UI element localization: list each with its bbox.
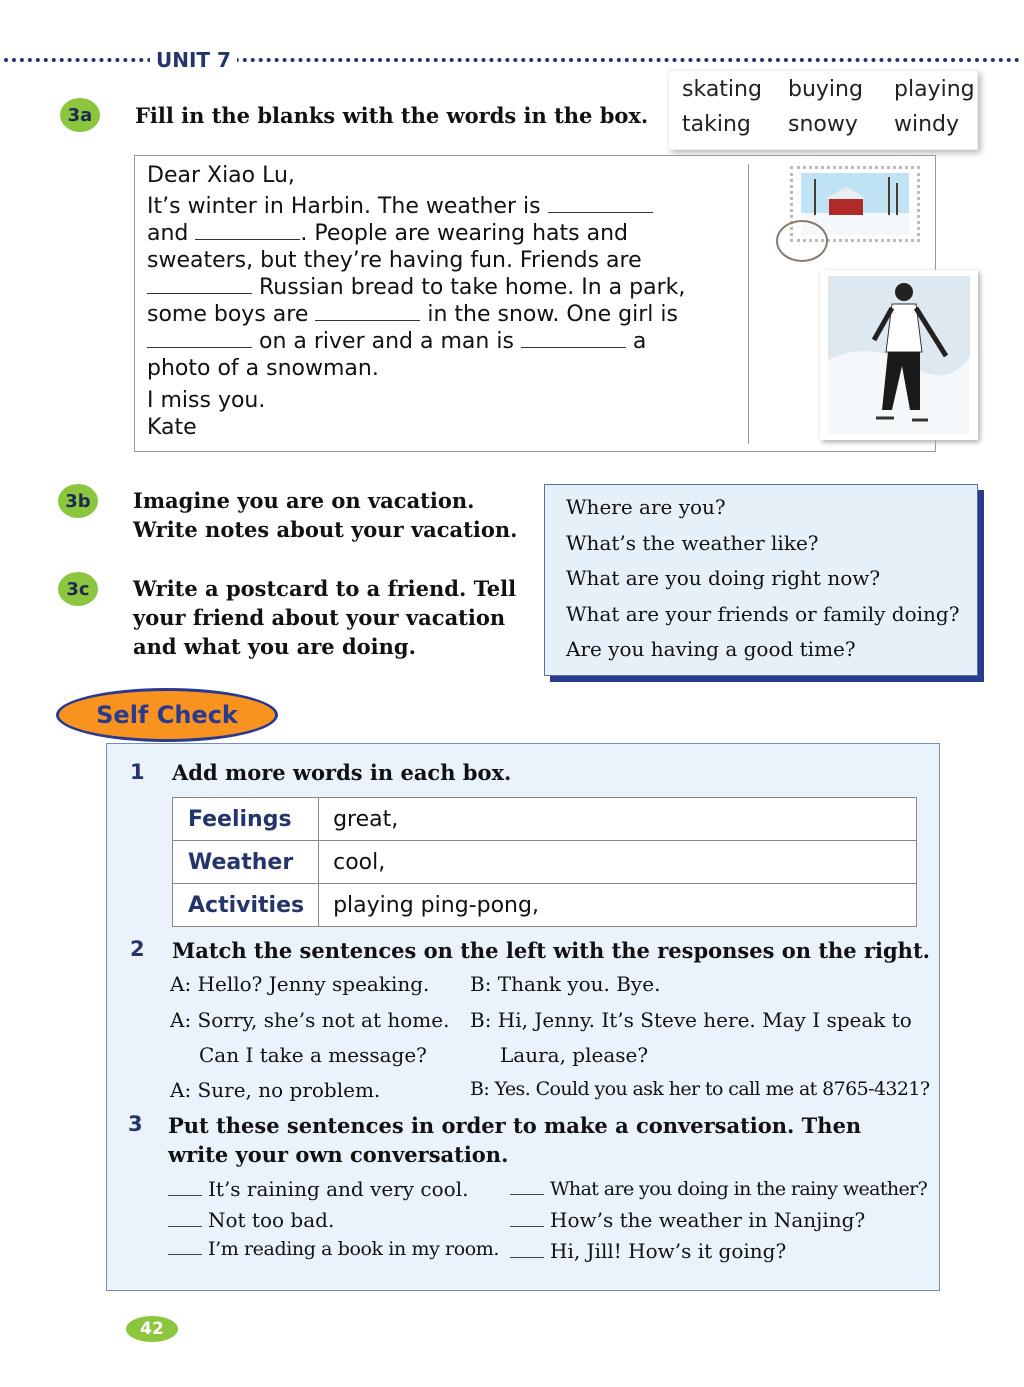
skater-photo xyxy=(820,270,978,440)
order-blank[interactable] xyxy=(168,1181,202,1196)
question: What are you doing right now? xyxy=(566,566,881,590)
postcard-divider xyxy=(748,164,749,444)
letter-line: . People are wearing hats and xyxy=(300,221,628,246)
question-number: 3 xyxy=(128,1112,143,1136)
speaker-label: A: xyxy=(170,1078,192,1102)
instruction-line: Put these sentences in order to make a conversation. Then xyxy=(168,1113,862,1138)
letter-signature: Kate xyxy=(147,415,197,440)
row-header: Feelings xyxy=(173,798,319,841)
postcard-letter xyxy=(147,162,742,441)
table-row xyxy=(173,841,917,884)
self-check-title: Self Check xyxy=(56,688,278,742)
letter-line: It’s winter in Harbin. The weather is xyxy=(147,194,541,219)
blank-4[interactable] xyxy=(315,302,420,321)
table-row xyxy=(173,884,917,927)
word-table xyxy=(172,797,917,927)
row-value[interactable]: playing ping-pong, xyxy=(319,884,917,927)
speaker-label: B: xyxy=(470,1008,492,1032)
order-blank[interactable] xyxy=(168,1212,202,1227)
unit-title: UNIT 7 xyxy=(150,48,237,72)
table-row xyxy=(173,798,917,841)
instruction-line: Write a postcard to a friend. Tell xyxy=(133,576,517,601)
blank-5[interactable] xyxy=(147,329,252,348)
question: What’s the weather like? xyxy=(566,530,819,555)
letter-closing: I miss you. xyxy=(147,388,266,413)
letter-line: a xyxy=(632,329,647,354)
dialog-text: Hello? Jenny speaking. xyxy=(197,972,430,996)
dialog-text: Hi, Jenny. It’s Steve here. May I speak to xyxy=(497,1008,912,1032)
instruction-line: Imagine you are on vacation. xyxy=(133,488,475,513)
row-value[interactable]: great, xyxy=(319,798,917,841)
order-blank[interactable] xyxy=(510,1180,544,1195)
word-box-item: playing xyxy=(894,77,975,102)
order-item xyxy=(168,1208,334,1232)
letter-line: sweaters, but they’re having fun. Friends are xyxy=(147,248,642,273)
dialog-text: Thank you. Bye. xyxy=(497,972,661,996)
letter-line: photo of a snowman. xyxy=(147,356,379,381)
dialog-right xyxy=(470,972,660,996)
row-value[interactable]: cool, xyxy=(319,841,917,884)
row-header: Weather xyxy=(173,841,319,884)
dialog-left xyxy=(170,1008,449,1032)
dialog-right-cont: Laura, please? xyxy=(500,1043,649,1067)
instruction-3a: Fill in the blanks with the words in the box. xyxy=(135,103,649,128)
skater-image xyxy=(820,270,978,440)
question-number: 2 xyxy=(130,937,145,961)
dialog-left xyxy=(170,1078,380,1102)
instruction-q3 xyxy=(168,1111,861,1169)
dialog-left xyxy=(170,972,429,996)
word-box-item: taking xyxy=(682,112,751,137)
question-number: 1 xyxy=(130,760,145,784)
page-number: 42 xyxy=(126,1316,178,1342)
instruction-q2: Match the sentences on the left with the responses on the right. xyxy=(172,938,930,963)
speaker-label: B: xyxy=(470,1078,490,1100)
letter-line: and xyxy=(147,221,189,246)
order-item xyxy=(510,1208,865,1232)
dialog-right xyxy=(470,1078,929,1100)
speaker-label: A: xyxy=(170,1008,192,1032)
row-header: Activities xyxy=(173,884,319,927)
instruction-line: write your own conversation. xyxy=(168,1142,509,1167)
instruction-line: and what you are doing. xyxy=(133,634,416,659)
speaker-label: A: xyxy=(170,972,192,996)
word-box-item: snowy xyxy=(788,112,858,137)
section-badge-3a: 3a xyxy=(60,98,100,132)
blank-3[interactable] xyxy=(147,275,252,294)
order-item xyxy=(168,1177,468,1201)
letter-line: on a river and a man is xyxy=(259,329,514,354)
order-text: What are you doing in the rainy weather? xyxy=(550,1178,928,1200)
order-item xyxy=(510,1239,786,1263)
order-item xyxy=(510,1178,927,1200)
blank-2[interactable] xyxy=(195,221,300,240)
speaker-label: B: xyxy=(470,972,492,996)
question: Are you having a good time? xyxy=(566,637,856,661)
vacation-questions xyxy=(566,490,959,668)
section-badge-3b: 3b xyxy=(58,484,98,518)
dialog-text: Sorry, she’s not at home. xyxy=(197,1008,450,1032)
order-item xyxy=(168,1238,499,1260)
instruction-q1: Add more words in each box. xyxy=(172,760,512,785)
dialog-text: Sure, no problem. xyxy=(197,1078,381,1102)
word-box-item: windy xyxy=(894,112,960,137)
letter-line: in the snow. One girl is xyxy=(427,302,678,327)
postmark xyxy=(776,220,828,262)
order-text: How’s the weather in Nanjing? xyxy=(550,1208,866,1232)
word-box-item: skating xyxy=(682,77,762,102)
dialog-left-cont: Can I take a message? xyxy=(199,1043,427,1067)
letter-line: some boys are xyxy=(147,302,309,327)
question: Where are you? xyxy=(566,495,726,519)
instruction-line: Write notes about your vacation. xyxy=(133,517,518,542)
order-text: I’m reading a book in my room. xyxy=(208,1238,500,1260)
letter-line: Russian bread to take home. In a park, xyxy=(259,275,686,300)
order-blank[interactable] xyxy=(510,1212,544,1227)
order-text: Not too bad. xyxy=(208,1208,335,1232)
order-blank[interactable] xyxy=(510,1243,544,1258)
dialog-text: Yes. Could you ask her to call me at 8765-4321? xyxy=(494,1078,930,1100)
blank-1[interactable] xyxy=(548,194,653,213)
blank-6[interactable] xyxy=(521,329,626,348)
instruction-3c xyxy=(133,574,516,661)
instruction-3b xyxy=(133,486,517,544)
order-blank[interactable] xyxy=(168,1240,202,1255)
instruction-line: your friend about your vacation xyxy=(133,605,506,630)
dialog-right xyxy=(470,1008,912,1032)
order-text: It’s raining and very cool. xyxy=(208,1177,469,1201)
order-text: Hi, Jill! How’s it going? xyxy=(550,1239,787,1263)
word-box-item: buying xyxy=(788,77,863,102)
section-badge-3c: 3c xyxy=(58,572,98,606)
letter-greeting: Dear Xiao Lu, xyxy=(147,163,295,188)
question: What are your friends or family doing? xyxy=(566,601,960,626)
